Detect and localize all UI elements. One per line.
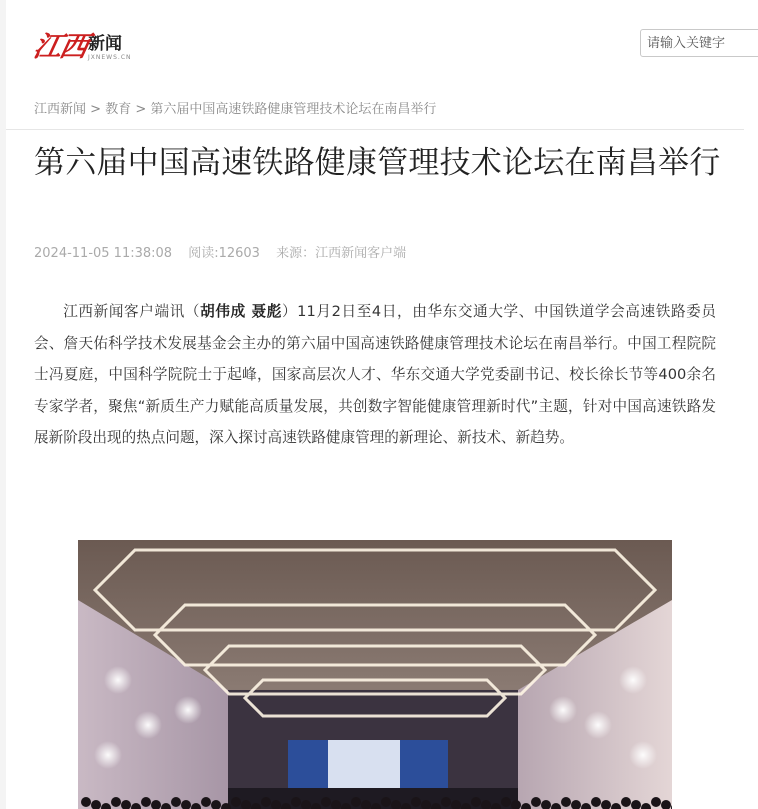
site-logo[interactable] [30,28,132,63]
logo-subtext: JXNEWS.CN [88,54,132,61]
logo-script: 江西 [30,30,90,63]
breadcrumb-separator: > [86,102,106,117]
logo-text: 新闻 [88,34,123,54]
breadcrumb-category[interactable]: 教育 [105,102,132,117]
header-divider [6,129,744,130]
conference-hall-photo [78,540,672,809]
breadcrumb [34,98,436,117]
site-header [0,0,758,90]
article-date: 2024-11-05 11:38:08 [34,246,173,261]
breadcrumb-current[interactable]: 第六届中国高速铁路健康管理技术论坛在南昌举行 [150,102,437,117]
search-input[interactable] [640,29,758,57]
page-left-edge [0,0,6,809]
article-views: 阅读:12603 [188,246,260,261]
article-meta [34,242,418,261]
article-photo [78,540,672,809]
article-body [34,296,716,454]
article-source: 来源：江西新闻客户端 [276,246,407,261]
breadcrumb-separator: > [131,102,151,117]
article-title: 第六届中国高速铁路健康管理技术论坛在南昌举行 [34,145,721,181]
breadcrumb-home[interactable]: 江西新闻 [34,102,87,117]
article-lead: 江西新闻客户端讯（ [63,303,201,320]
article-body-text: ）11月2日至4日，由华东交通大学、中国铁道学会高速铁路委员会、詹天佑科学技术发展基金会主办的第六届中国高速铁路健康管理技术论坛在南昌举行。中国工程院院士冯夏庭，中国科学院院士于起峰，国家高层次人才、华东交通大学党委副书记、校长徐长节等400余名专家学者，聚焦“新质生产力赋能高质量发展，共创数字智能健康管理新时代”主题，针对中国高速铁路发展新阶段出现的热点问题，深入探讨高速铁路健康管理的新理论、新技术、新趋势。 [34,303,716,447]
article-authors: 胡伟成 聂彪 [200,303,282,320]
